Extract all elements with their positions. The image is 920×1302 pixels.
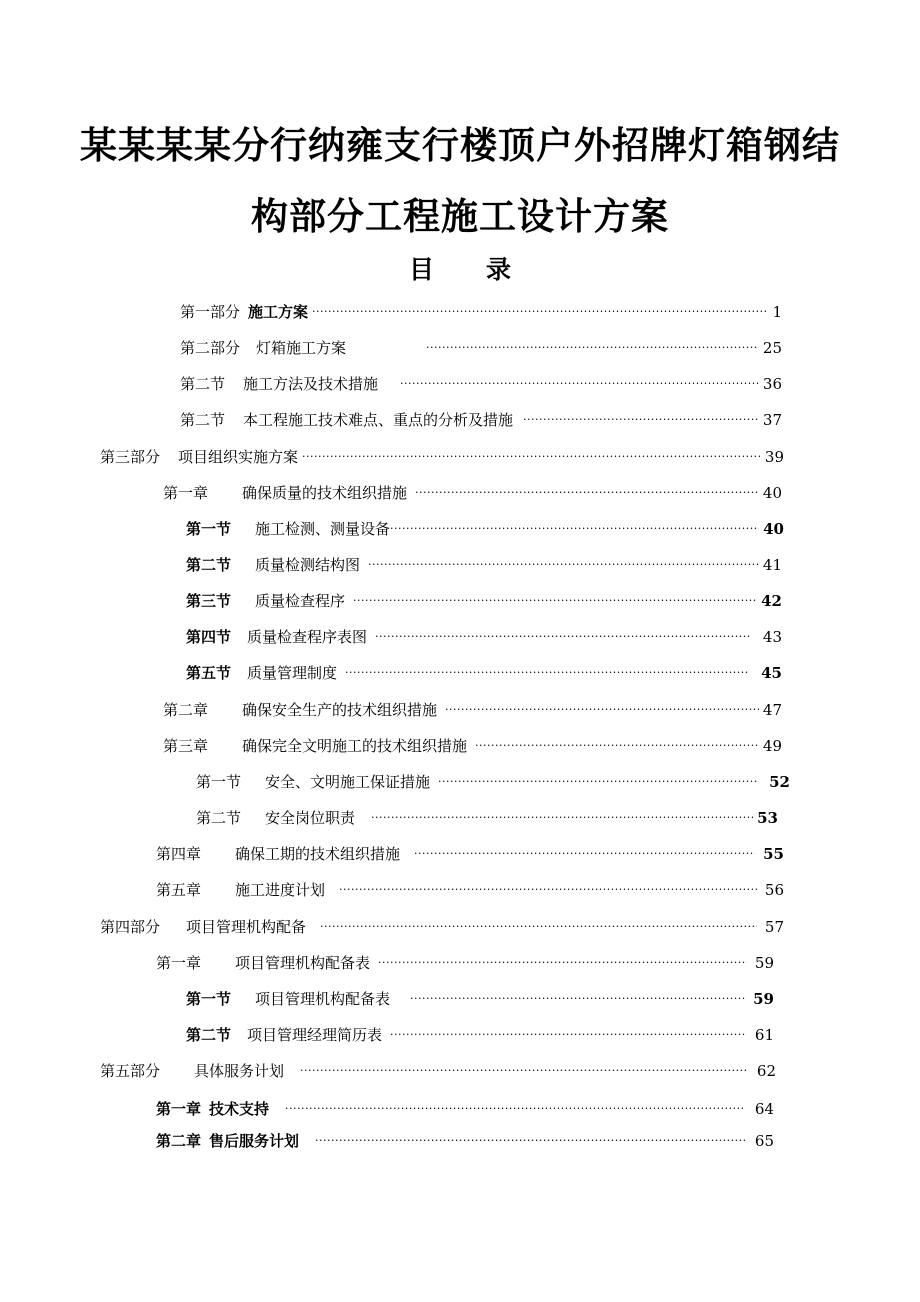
toc-entry-number: 第三部分 [100, 448, 161, 466]
toc-entry-title: 确保质量的技术组织措施 [242, 484, 408, 502]
toc-leader-dots [368, 554, 759, 576]
toc-entry-title: 售后服务计划 [209, 1132, 300, 1150]
toc-leader-dots [345, 662, 749, 684]
toc-entry-number: 第五部分 [100, 1062, 161, 1080]
toc-leader-dots [400, 373, 759, 395]
toc-leader-dots [410, 988, 745, 1010]
toc-entry [186, 988, 774, 1010]
toc-entry [163, 482, 782, 504]
toc-entry-page: 47 [762, 701, 782, 719]
toc-entry-page: 65 [754, 1132, 774, 1150]
toc-entry [100, 1060, 776, 1082]
toc-entry [156, 843, 784, 865]
toc-entry-title: 项目管理经理简历表 [247, 1026, 383, 1044]
toc-entry-title: 质量管理制度 [247, 664, 338, 682]
toc-entry [186, 518, 784, 540]
toc-leader-dots [414, 843, 755, 865]
toc-entry [100, 446, 784, 468]
toc-leader-dots [371, 807, 755, 829]
toc-leader-dots [438, 771, 759, 793]
toc-entry-title: 施工检测、测量设备 [255, 520, 391, 538]
toc-entry-page: 56 [764, 881, 784, 899]
toc-entry-title: 项目管理机构配备 [186, 918, 307, 936]
toc-heading-char-1: 目 [408, 255, 434, 284]
toc-leader-dots [320, 916, 757, 938]
toc-entry [180, 373, 782, 395]
toc-leader-dots [312, 301, 768, 323]
toc-entry-title: 安全、文明施工保证措施 [265, 773, 431, 791]
toc-entry-page: 42 [761, 592, 782, 610]
toc-entry-page: 1 [772, 303, 782, 321]
toc-entry-page: 49 [762, 737, 782, 755]
toc-entry [163, 699, 782, 721]
toc-entry-title: 具体服务计划 [194, 1062, 285, 1080]
toc-entry-title: 施工方案 [248, 303, 309, 321]
toc-entry [186, 590, 782, 612]
toc-leader-dots [315, 1130, 745, 1152]
toc-entry-number: 第一节 [196, 773, 242, 791]
toc-entry-number: 第二节 [186, 556, 232, 574]
toc-entry-page: 40 [762, 484, 782, 502]
toc-entry [156, 1098, 774, 1120]
toc-entry-title: 质量检查程序表图 [247, 628, 368, 646]
toc-entry-number: 第一节 [186, 520, 232, 538]
toc-leader-dots [523, 409, 759, 431]
toc-entry-title: 施工方法及技术措施 [243, 375, 379, 393]
toc-entry [156, 1130, 774, 1152]
toc-heading [0, 257, 920, 282]
toc-leader-dots [302, 446, 761, 468]
toc-entry-title: 质量检测结构图 [255, 556, 361, 574]
toc-entry-title: 施工进度计划 [235, 881, 326, 899]
document-title-line-2: 构部分工程施工设计方案 [251, 194, 669, 238]
toc-entry-page: 37 [762, 411, 782, 429]
toc-entry-page: 45 [761, 664, 782, 682]
toc-leader-dots [415, 482, 759, 504]
toc-leader-dots [353, 590, 757, 612]
toc-entry-number: 第一章 [163, 484, 209, 502]
toc-entry-number: 第二节 [180, 375, 226, 393]
toc-entry [156, 879, 784, 901]
toc-entry-title: 质量检查程序 [255, 592, 346, 610]
toc-entry-title: 确保工期的技术组织措施 [235, 845, 401, 863]
toc-entry-page: 25 [762, 339, 782, 357]
toc-entry-page: 61 [754, 1026, 774, 1044]
toc-entry [156, 952, 774, 974]
toc-entry [186, 626, 782, 648]
document-title-line-1: 某某某某分行纳雍支行楼顶户外招牌灯箱钢结 [80, 123, 840, 167]
toc-entry [196, 807, 778, 829]
toc-entry-title: 安全岗位职责 [265, 809, 356, 827]
toc-leader-dots [300, 1060, 747, 1082]
toc-entry-page: 59 [754, 954, 774, 972]
toc-entry [180, 337, 782, 359]
toc-leader-dots [475, 735, 759, 757]
toc-entry-number: 第三章 [163, 737, 209, 755]
toc-entry-number: 第一章 [156, 1100, 202, 1118]
toc-entry-number: 第一章 [156, 954, 202, 972]
toc-entry-page: 52 [769, 773, 790, 791]
toc-entry-title: 项目管理机构配备表 [255, 990, 391, 1008]
toc-entry-number: 第四部分 [100, 918, 161, 936]
toc-entry-title: 技术支持 [209, 1100, 270, 1118]
toc-entry-number: 第三节 [186, 592, 232, 610]
toc-heading-char-2: 录 [486, 255, 512, 284]
toc-entry [186, 554, 782, 576]
toc-entry [186, 662, 782, 684]
toc-entry-page: 64 [754, 1100, 774, 1118]
toc-entry-number: 第五章 [156, 881, 202, 899]
toc-entry-page: 53 [757, 809, 778, 827]
toc-entry [186, 1024, 774, 1046]
toc-entry-page: 57 [764, 918, 784, 936]
toc-leader-dots [445, 699, 759, 721]
toc-entry-page: 41 [762, 556, 782, 574]
toc-entry-page: 43 [762, 628, 782, 646]
toc-entry-number: 第五节 [186, 664, 232, 682]
toc-entry [100, 916, 784, 938]
toc-entry-page: 59 [753, 990, 774, 1008]
toc-entry-number: 第二节 [196, 809, 242, 827]
toc-entry-number: 第二章 [156, 1132, 202, 1150]
toc-entry-number: 第二节 [180, 411, 226, 429]
toc-entry-number: 第二节 [186, 1026, 232, 1044]
toc-entry-number: 第二部分 [180, 339, 241, 357]
toc-entry-title: 项目组织实施方案 [178, 448, 299, 466]
toc-entry-number: 第一节 [186, 990, 232, 1008]
toc-entry-title: 本工程施工技术难点、重点的分析及措施 [243, 411, 514, 429]
toc-entry-title: 确保完全文明施工的技术组织措施 [242, 737, 468, 755]
toc-entry-number: 第一部分 [180, 303, 241, 321]
toc-entry-page: 36 [762, 375, 782, 393]
toc-entry-page: 55 [763, 845, 784, 863]
toc-entry-number: 第四节 [186, 628, 232, 646]
toc-leader-dots [285, 1098, 745, 1120]
toc-leader-dots [378, 952, 747, 974]
toc-entry-number: 第二章 [163, 701, 209, 719]
toc-entry-page: 40 [763, 520, 784, 538]
toc-entry-number: 第四章 [156, 845, 202, 863]
toc-entry-title: 灯箱施工方案 [256, 339, 347, 357]
toc-leader-dots [390, 518, 759, 540]
toc-leader-dots [390, 1024, 745, 1046]
toc-leader-dots [426, 337, 759, 359]
toc-leader-dots [339, 879, 757, 901]
toc-entry-page: 39 [764, 448, 784, 466]
toc-entry-page: 62 [756, 1062, 776, 1080]
toc-entry [180, 409, 782, 431]
toc-leader-dots [375, 626, 751, 648]
toc-entry-title: 项目管理机构配备表 [235, 954, 371, 972]
toc-entry-title: 确保安全生产的技术组织措施 [242, 701, 438, 719]
toc-entry [196, 771, 790, 793]
toc-entry [180, 301, 782, 323]
toc-entry [163, 735, 782, 757]
